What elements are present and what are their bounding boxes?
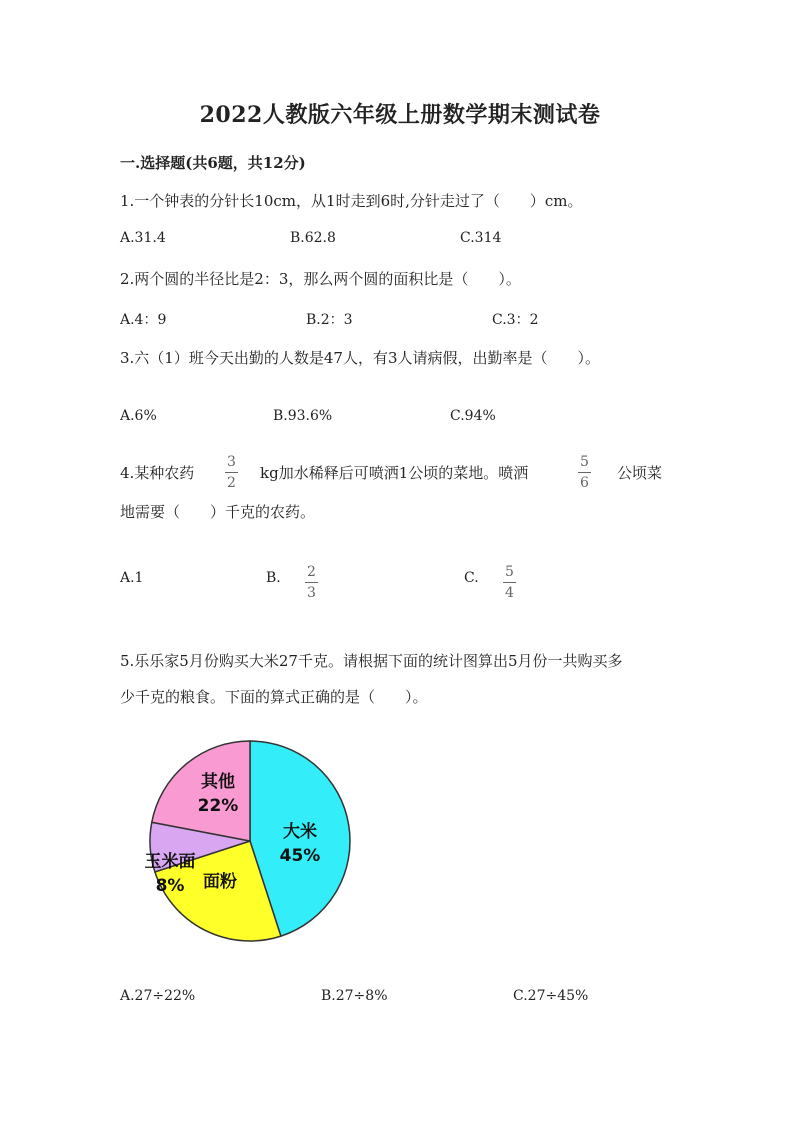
slice-percent-label: 8%	[155, 876, 185, 896]
question-5-line2: 少千克的粮食。下面的算式正确的是（ ）。	[120, 688, 428, 706]
slice-name-label: 面粉	[203, 872, 237, 892]
q5-option-b[interactable]: B.27÷8%	[321, 988, 388, 1004]
q1-option-b[interactable]: B.62.8	[290, 230, 336, 246]
slice-percent-label: 45%	[279, 846, 321, 866]
q3-option-c[interactable]: C.94%	[450, 408, 496, 424]
fraction-numerator: 5	[580, 454, 589, 470]
fraction-denominator: 6	[578, 472, 591, 490]
fraction-five-sixths	[578, 455, 591, 490]
q5-option-c[interactable]: C.27÷45%	[513, 988, 589, 1004]
question-3: 3.六（1）班今天出勤的人数是47人，有3人请病假，出勤率是（ ）。	[120, 349, 600, 367]
page-title: 2022人教版六年级上册数学期末测试卷	[199, 102, 601, 128]
question-4-suffix: 公顷菜	[617, 464, 663, 482]
q4-option-c-fraction	[503, 565, 516, 600]
fraction-denominator: 2	[225, 472, 238, 490]
q4-option-a[interactable]: A.1	[120, 570, 144, 586]
question-2: 2.两个圆的半径比是2：3，那么两个圆的面积比是（ ）。	[120, 270, 521, 288]
pie-chart	[110, 735, 370, 955]
question-4-middle: kg加水稀释后可喷洒1公顷的菜地。喷洒	[260, 464, 529, 482]
q2-option-b[interactable]: B.2：3	[306, 312, 353, 328]
q2-option-a[interactable]: A.4：9	[120, 312, 167, 328]
slice-percent-label: 22%	[197, 796, 239, 816]
fraction-denominator: 4	[503, 582, 516, 600]
fraction-numerator: 3	[227, 454, 236, 470]
fraction-three-halves	[225, 455, 238, 490]
q4-option-b[interactable]: B.	[266, 570, 281, 586]
slice-name-label: 其他	[201, 772, 235, 792]
q2-option-c[interactable]: C.3：2	[492, 312, 539, 328]
question-4-prefix: 4.某种农药	[120, 464, 195, 482]
section-heading: 一.选择题(共6题，共12分)	[120, 154, 306, 172]
fraction-numerator: 2	[307, 564, 316, 580]
fraction-numerator: 5	[505, 564, 514, 580]
q4-option-b-fraction	[305, 565, 318, 600]
q3-option-b[interactable]: B.93.6%	[273, 408, 333, 424]
slice-name-label: 大米	[283, 822, 317, 842]
question-1: 1.一个钟表的分针长10cm，从1时走到6时,分针走过了（ ）cm。	[120, 192, 583, 210]
q4-option-c[interactable]: C.	[464, 570, 479, 586]
slice-name-label: 玉米面	[144, 852, 196, 872]
question-4-line2: 地需要（ ）千克的农药。	[120, 503, 316, 521]
q1-option-c[interactable]: C.314	[460, 230, 502, 246]
q5-option-a[interactable]: A.27÷22%	[120, 988, 196, 1004]
question-5-line1: 5.乐乐家5月份购买大米27千克。请根据下面的统计图算出5月份一共购买多	[120, 652, 623, 670]
q1-option-a[interactable]: A.31.4	[120, 230, 166, 246]
fraction-denominator: 3	[305, 582, 318, 600]
q3-option-a[interactable]: A.6%	[120, 408, 157, 424]
